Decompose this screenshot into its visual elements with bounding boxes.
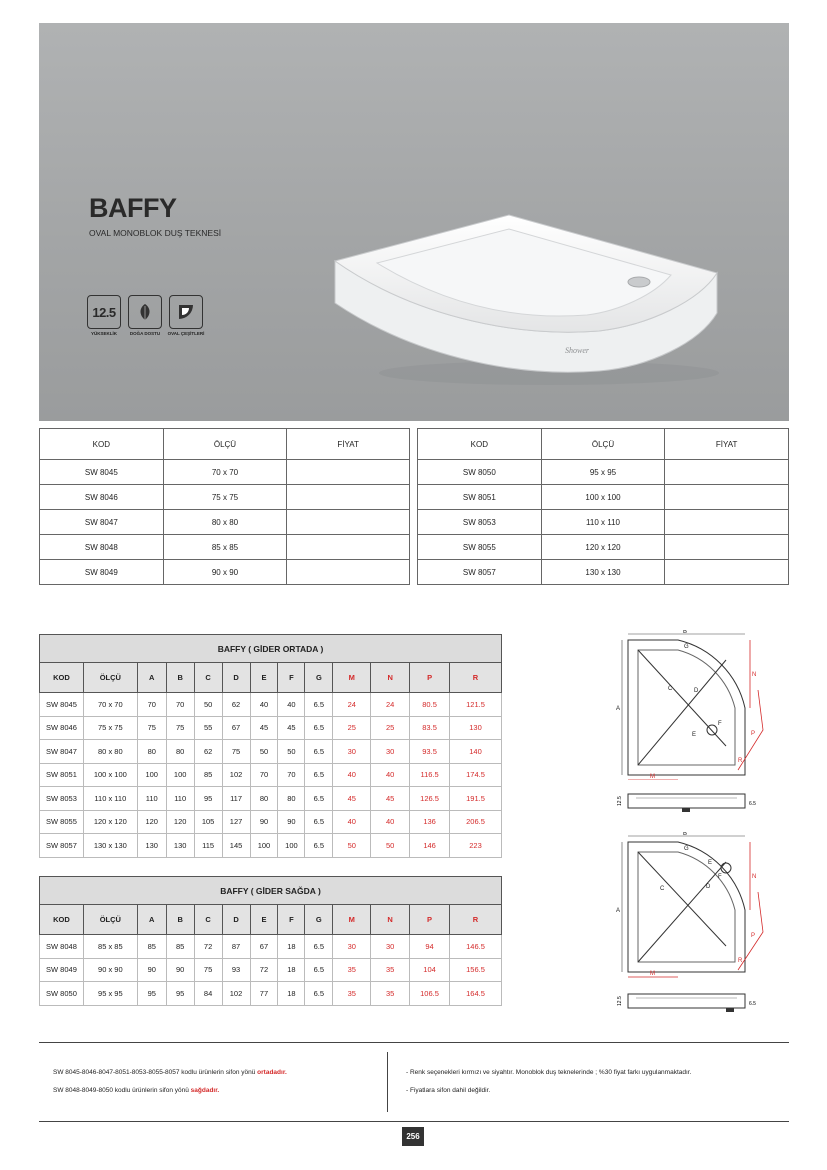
cell-a: 85 bbox=[137, 935, 166, 959]
side-profile-right-drain bbox=[608, 990, 768, 1016]
label-n: N bbox=[752, 672, 757, 678]
cell-e: 67 bbox=[250, 935, 278, 959]
cell-f: 18 bbox=[278, 935, 305, 959]
cell-p: 136 bbox=[410, 810, 450, 834]
cell-f: 45 bbox=[278, 716, 305, 740]
cell-kod: SW 8048 bbox=[40, 535, 164, 560]
label-d: D bbox=[694, 688, 699, 694]
cell-d: 93 bbox=[222, 958, 250, 982]
table-row bbox=[418, 510, 789, 535]
table-row bbox=[40, 834, 502, 858]
cell-kod: SW 8053 bbox=[40, 787, 84, 811]
table-row bbox=[40, 535, 410, 560]
cell-m: 30 bbox=[333, 935, 371, 959]
cell-c: 115 bbox=[194, 834, 222, 858]
cell-m: 45 bbox=[333, 787, 371, 811]
cell-l: 70 x 70 bbox=[83, 693, 137, 717]
col-header-kod: KOD bbox=[40, 663, 84, 693]
col-header-e: E bbox=[250, 905, 278, 935]
col-header-a: A bbox=[137, 663, 166, 693]
cell-p: 106.5 bbox=[410, 982, 450, 1006]
cell-n: 24 bbox=[371, 693, 410, 717]
cell-r: 223 bbox=[450, 834, 502, 858]
col-header-g: G bbox=[305, 663, 333, 693]
cell-g: 6.5 bbox=[305, 740, 333, 764]
table-row bbox=[418, 535, 789, 560]
col-header-fiyat: FİYAT bbox=[287, 429, 410, 460]
cell-olcu: 80 x 80 bbox=[163, 510, 287, 535]
col-header-f: F bbox=[278, 663, 305, 693]
cell-kod: SW 8051 bbox=[418, 485, 542, 510]
cell-g: 6.5 bbox=[305, 763, 333, 787]
table-row bbox=[418, 460, 789, 485]
cell-c: 62 bbox=[194, 740, 222, 764]
cell-a: 75 bbox=[137, 716, 166, 740]
cell-r: 121.5 bbox=[450, 693, 502, 717]
cell-c: 84 bbox=[194, 982, 222, 1006]
thickness-12-5-icon bbox=[87, 295, 121, 329]
cell-g: 6.5 bbox=[305, 834, 333, 858]
product-title: BAFFY bbox=[89, 193, 177, 223]
label-e: E bbox=[708, 860, 713, 866]
cell-l: 80 x 80 bbox=[83, 740, 137, 764]
cell-b: 80 bbox=[166, 740, 194, 764]
cell-c: 85 bbox=[194, 763, 222, 787]
cell-kod: SW 8049 bbox=[40, 560, 164, 585]
label-b: B bbox=[683, 630, 688, 635]
label-g: G bbox=[684, 846, 689, 852]
table-row bbox=[40, 693, 502, 717]
cell-c: 75 bbox=[194, 958, 222, 982]
cell-f: 80 bbox=[278, 787, 305, 811]
cell-f: 70 bbox=[278, 763, 305, 787]
table-row bbox=[40, 740, 502, 764]
cell-p: 93.5 bbox=[410, 740, 450, 764]
feature-thickness-value: 12.5 bbox=[92, 304, 116, 320]
label-g: G bbox=[684, 644, 689, 650]
col-header-fiyat: FİYAT bbox=[665, 429, 789, 460]
col-header-m: M bbox=[333, 663, 371, 693]
brand-mark: Shower bbox=[565, 346, 589, 355]
cell-m: 35 bbox=[333, 958, 371, 982]
table-row bbox=[40, 560, 410, 585]
quarter-round-icon bbox=[169, 295, 203, 329]
cell-kod: SW 8046 bbox=[40, 485, 164, 510]
col-header-n: N bbox=[371, 905, 410, 935]
label-side-height: 12.5 bbox=[617, 796, 623, 806]
cell-kod: SW 8057 bbox=[418, 560, 542, 585]
cell-kod: SW 8045 bbox=[40, 460, 164, 485]
cell-e: 50 bbox=[250, 740, 278, 764]
cell-fiyat bbox=[287, 535, 410, 560]
cell-b: 90 bbox=[166, 958, 194, 982]
cell-l: 85 x 85 bbox=[83, 935, 137, 959]
cell-m: 24 bbox=[333, 693, 371, 717]
label-n: N bbox=[752, 874, 757, 880]
cell-f: 40 bbox=[278, 693, 305, 717]
cell-d: 117 bbox=[222, 787, 250, 811]
cell-olcu: 95 x 95 bbox=[541, 460, 665, 485]
cell-n: 30 bbox=[371, 740, 410, 764]
label-c: C bbox=[668, 686, 673, 692]
cell-l: 90 x 90 bbox=[83, 958, 137, 982]
label-a: A bbox=[616, 908, 621, 914]
cell-fiyat bbox=[287, 460, 410, 485]
label-side-height: 12.5 bbox=[617, 996, 623, 1006]
cell-d: 67 bbox=[222, 716, 250, 740]
cell-fiyat bbox=[665, 485, 789, 510]
table-row bbox=[40, 716, 502, 740]
col-header-p: P bbox=[410, 663, 450, 693]
technical-drawing-right-drain bbox=[608, 832, 768, 982]
cell-d: 102 bbox=[222, 763, 250, 787]
cell-p: 80.5 bbox=[410, 693, 450, 717]
cell-kod: SW 8045 bbox=[40, 693, 84, 717]
label-r: R bbox=[738, 758, 743, 764]
table-row bbox=[40, 787, 502, 811]
label-side-depth: 6.5 bbox=[749, 801, 756, 807]
label-side-depth: 6.5 bbox=[749, 1001, 756, 1007]
cell-e: 72 bbox=[250, 958, 278, 982]
cell-kod: SW 8053 bbox=[418, 510, 542, 535]
cell-b: 100 bbox=[166, 763, 194, 787]
cell-l: 75 x 75 bbox=[83, 716, 137, 740]
feature-label-oval: OVAL ÇEŞİTLERİ bbox=[167, 331, 205, 336]
cell-p: 94 bbox=[410, 935, 450, 959]
cell-b: 110 bbox=[166, 787, 194, 811]
cell-fiyat bbox=[665, 510, 789, 535]
cell-c: 95 bbox=[194, 787, 222, 811]
cell-olcu: 90 x 90 bbox=[163, 560, 287, 585]
label-b: B bbox=[683, 832, 688, 837]
price-table-right bbox=[417, 428, 789, 585]
cell-a: 90 bbox=[137, 958, 166, 982]
cell-m: 35 bbox=[333, 982, 371, 1006]
cell-kod: SW 8055 bbox=[40, 810, 84, 834]
cell-e: 70 bbox=[250, 763, 278, 787]
spec-table-right-drain bbox=[39, 876, 502, 1006]
footer-note-colors: - Renk seçenekleri kırmızı ve siyahtır. Monoblok duş teknelerinde ; %30 fiyat farkı uygulanmaktadır. bbox=[406, 1069, 692, 1076]
cell-n: 50 bbox=[371, 834, 410, 858]
col-header-n: N bbox=[371, 663, 410, 693]
table-row bbox=[40, 982, 502, 1006]
cell-olcu: 100 x 100 bbox=[541, 485, 665, 510]
col-header-c: C bbox=[194, 905, 222, 935]
cell-l: 95 x 95 bbox=[83, 982, 137, 1006]
cell-g: 6.5 bbox=[305, 810, 333, 834]
cell-r: 206.5 bbox=[450, 810, 502, 834]
table-header-row bbox=[40, 905, 502, 935]
cell-c: 72 bbox=[194, 935, 222, 959]
cell-e: 45 bbox=[250, 716, 278, 740]
cell-b: 95 bbox=[166, 982, 194, 1006]
col-header-c: C bbox=[194, 663, 222, 693]
table-row bbox=[40, 763, 502, 787]
label-p: P bbox=[751, 731, 756, 737]
cell-olcu: 130 x 130 bbox=[541, 560, 665, 585]
cell-kod: SW 8057 bbox=[40, 834, 84, 858]
table-row bbox=[40, 485, 410, 510]
cell-p: 146 bbox=[410, 834, 450, 858]
cell-e: 100 bbox=[250, 834, 278, 858]
cell-d: 102 bbox=[222, 982, 250, 1006]
cell-a: 130 bbox=[137, 834, 166, 858]
cell-kod: SW 8049 bbox=[40, 958, 84, 982]
cell-a: 80 bbox=[137, 740, 166, 764]
cell-n: 40 bbox=[371, 763, 410, 787]
cell-fiyat bbox=[665, 460, 789, 485]
table-row bbox=[418, 560, 789, 585]
feature-label-eco: DOĞA DOSTU bbox=[129, 331, 161, 336]
col-header-olcu: ÖLÇÜ bbox=[541, 429, 665, 460]
cell-p: 83.5 bbox=[410, 716, 450, 740]
cell-m: 30 bbox=[333, 740, 371, 764]
col-header-l: ÖLÇÜ bbox=[83, 663, 137, 693]
cell-kod: SW 8047 bbox=[40, 740, 84, 764]
cell-p: 116.5 bbox=[410, 763, 450, 787]
product-hero bbox=[39, 23, 789, 421]
eco-leaf-icon bbox=[128, 295, 162, 329]
cell-l: 110 x 110 bbox=[83, 787, 137, 811]
cell-l: 120 x 120 bbox=[83, 810, 137, 834]
label-f: F bbox=[718, 721, 722, 727]
cell-b: 120 bbox=[166, 810, 194, 834]
cell-f: 18 bbox=[278, 982, 305, 1006]
spec-table-title: BAFFY ( GİDER SAĞDA ) bbox=[40, 877, 502, 905]
cell-l: 100 x 100 bbox=[83, 763, 137, 787]
cell-d: 62 bbox=[222, 693, 250, 717]
cell-olcu: 110 x 110 bbox=[541, 510, 665, 535]
label-e: E bbox=[692, 732, 697, 738]
cell-n: 30 bbox=[371, 935, 410, 959]
cell-n: 35 bbox=[371, 982, 410, 1006]
table-row bbox=[40, 958, 502, 982]
cell-a: 110 bbox=[137, 787, 166, 811]
cell-kod: SW 8055 bbox=[418, 535, 542, 560]
cell-g: 6.5 bbox=[305, 693, 333, 717]
label-p: P bbox=[751, 933, 756, 939]
cell-m: 40 bbox=[333, 763, 371, 787]
col-header-e: E bbox=[250, 663, 278, 693]
cell-n: 45 bbox=[371, 787, 410, 811]
cell-n: 40 bbox=[371, 810, 410, 834]
cell-e: 77 bbox=[250, 982, 278, 1006]
footer-note-right-drain: SW 8048-8049-8050 kodlu ürünlerin sifon yönü sağdadır. bbox=[53, 1087, 220, 1094]
cell-n: 35 bbox=[371, 958, 410, 982]
cell-kod: SW 8047 bbox=[40, 510, 164, 535]
label-m: M bbox=[650, 971, 655, 977]
cell-b: 70 bbox=[166, 693, 194, 717]
cell-fiyat bbox=[287, 510, 410, 535]
cell-kod: SW 8050 bbox=[418, 460, 542, 485]
spec-table-title: BAFFY ( GİDER ORTADA ) bbox=[40, 635, 502, 663]
cell-c: 105 bbox=[194, 810, 222, 834]
col-header-kod: KOD bbox=[40, 429, 164, 460]
cell-g: 6.5 bbox=[305, 982, 333, 1006]
col-header-d: D bbox=[222, 663, 250, 693]
label-d: D bbox=[706, 884, 711, 890]
label-a: A bbox=[616, 706, 621, 712]
col-header-kod: KOD bbox=[40, 905, 84, 935]
cell-g: 6.5 bbox=[305, 716, 333, 740]
table-header-row bbox=[418, 429, 789, 460]
cell-f: 18 bbox=[278, 958, 305, 982]
cell-olcu: 120 x 120 bbox=[541, 535, 665, 560]
cell-d: 87 bbox=[222, 935, 250, 959]
cell-m: 40 bbox=[333, 810, 371, 834]
cell-g: 6.5 bbox=[305, 958, 333, 982]
cell-r: 130 bbox=[450, 716, 502, 740]
cell-fiyat bbox=[665, 560, 789, 585]
cell-e: 40 bbox=[250, 693, 278, 717]
col-header-l: ÖLÇÜ bbox=[83, 905, 137, 935]
cell-kod: SW 8046 bbox=[40, 716, 84, 740]
cell-fiyat bbox=[287, 485, 410, 510]
cell-d: 145 bbox=[222, 834, 250, 858]
product-subtitle: OVAL MONOBLOK DUŞ TEKNESİ bbox=[89, 228, 222, 238]
col-header-f: F bbox=[278, 905, 305, 935]
cell-d: 75 bbox=[222, 740, 250, 764]
cell-d: 127 bbox=[222, 810, 250, 834]
cell-c: 50 bbox=[194, 693, 222, 717]
table-row bbox=[418, 485, 789, 510]
cell-e: 90 bbox=[250, 810, 278, 834]
table-row bbox=[40, 460, 410, 485]
table-row bbox=[40, 510, 410, 535]
cell-g: 6.5 bbox=[305, 935, 333, 959]
col-header-b: B bbox=[166, 663, 194, 693]
price-table-left bbox=[39, 428, 410, 585]
table-row bbox=[40, 935, 502, 959]
side-profile-center-drain bbox=[608, 790, 768, 816]
cell-r: 191.5 bbox=[450, 787, 502, 811]
cell-b: 75 bbox=[166, 716, 194, 740]
spec-table-center-drain bbox=[39, 634, 502, 858]
cell-r: 174.5 bbox=[450, 763, 502, 787]
footer-note-center-drain: SW 8045-8046-8047-8051-8053-8055-8057 kodlu ürünlerin sifon yönü ortadadır. bbox=[53, 1069, 287, 1076]
cell-a: 95 bbox=[137, 982, 166, 1006]
cell-kod: SW 8048 bbox=[40, 935, 84, 959]
cell-a: 70 bbox=[137, 693, 166, 717]
label-c: C bbox=[660, 886, 665, 892]
cell-fiyat bbox=[665, 535, 789, 560]
cell-c: 55 bbox=[194, 716, 222, 740]
cell-f: 100 bbox=[278, 834, 305, 858]
cell-r: 164.5 bbox=[450, 982, 502, 1006]
cell-n: 25 bbox=[371, 716, 410, 740]
table-row bbox=[40, 810, 502, 834]
cell-m: 50 bbox=[333, 834, 371, 858]
col-header-r: R bbox=[450, 663, 502, 693]
footer-note-siphon: - Fiyatlara sifon dahil değildir. bbox=[406, 1087, 491, 1094]
footer-divider-top bbox=[39, 1042, 789, 1043]
feature-label-height: YÜKSEKLİK bbox=[90, 331, 117, 336]
cell-l: 130 x 130 bbox=[83, 834, 137, 858]
cell-kod: SW 8051 bbox=[40, 763, 84, 787]
cell-b: 130 bbox=[166, 834, 194, 858]
col-header-g: G bbox=[305, 905, 333, 935]
col-header-b: B bbox=[166, 905, 194, 935]
cell-olcu: 70 x 70 bbox=[163, 460, 287, 485]
cell-a: 120 bbox=[137, 810, 166, 834]
page-number: 256 bbox=[402, 1127, 424, 1146]
col-header-m: M bbox=[333, 905, 371, 935]
footer-divider-bottom bbox=[39, 1121, 789, 1122]
cell-p: 104 bbox=[410, 958, 450, 982]
cell-r: 156.5 bbox=[450, 958, 502, 982]
table-header-row bbox=[40, 663, 502, 693]
cell-olcu: 85 x 85 bbox=[163, 535, 287, 560]
col-header-r: R bbox=[450, 905, 502, 935]
cell-e: 80 bbox=[250, 787, 278, 811]
label-f: F bbox=[718, 874, 722, 880]
cell-f: 90 bbox=[278, 810, 305, 834]
col-header-p: P bbox=[410, 905, 450, 935]
cell-m: 25 bbox=[333, 716, 371, 740]
col-header-a: A bbox=[137, 905, 166, 935]
cell-b: 85 bbox=[166, 935, 194, 959]
cell-p: 126.5 bbox=[410, 787, 450, 811]
table-header-row bbox=[40, 429, 410, 460]
cell-fiyat bbox=[287, 560, 410, 585]
label-m: M bbox=[650, 774, 655, 780]
shower-tray-image bbox=[319, 173, 739, 393]
footer-divider-vertical bbox=[387, 1052, 388, 1112]
col-header-d: D bbox=[222, 905, 250, 935]
col-header-kod: KOD bbox=[418, 429, 542, 460]
label-r: R bbox=[738, 958, 743, 964]
cell-olcu: 75 x 75 bbox=[163, 485, 287, 510]
cell-kod: SW 8050 bbox=[40, 982, 84, 1006]
cell-r: 140 bbox=[450, 740, 502, 764]
col-header-olcu: ÖLÇÜ bbox=[163, 429, 287, 460]
cell-r: 146.5 bbox=[450, 935, 502, 959]
technical-drawing-center-drain bbox=[608, 630, 768, 780]
cell-f: 50 bbox=[278, 740, 305, 764]
cell-a: 100 bbox=[137, 763, 166, 787]
cell-g: 6.5 bbox=[305, 787, 333, 811]
